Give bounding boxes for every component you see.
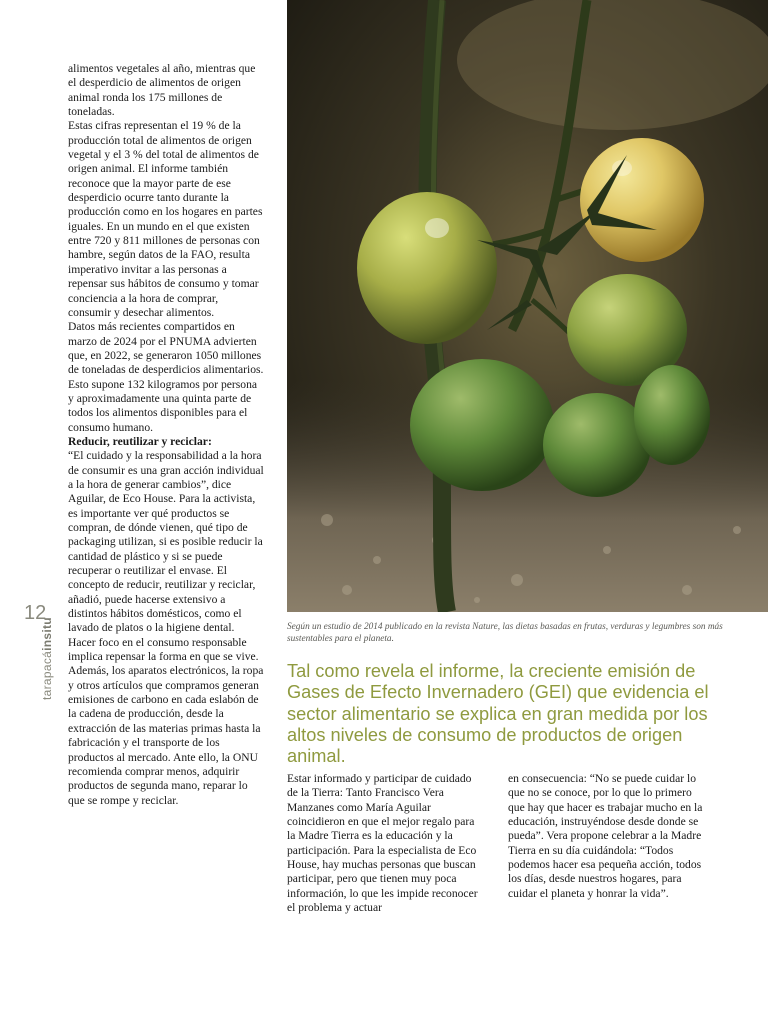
paragraph: “El cuidado y la responsabilidad a la hora de consumir es una gran acción individual a la hora de generar cambios”, dice Aguilar, de Eco House. Para la activista, es importante ver qué productos se compran, de dónde vienen, qué tipo de packaging utilizan, si es posible reducir la cantidad de plástico y si se puede recuperar o reutilizar el envase. El concepto de reducir, reutilizar y reciclar, añadió, puede hacerse extensivo a distintos hábitos domésticos, como el lavado de platos o la higiene dental. Hacer foco en el consumo responsable implica repensar la forma en que se vive.	[68, 449, 264, 664]
tomato-illustration	[287, 0, 768, 612]
text-column-b	[508, 772, 704, 901]
magazine-name-part-bold: insitu	[40, 617, 54, 651]
text-column-a	[287, 772, 483, 915]
page-number: 12	[24, 602, 47, 624]
paragraph: en consecuencia: “No se puede cuidar lo que no se conoce, por lo que lo primero que hay que hacer es trabajar mucho en la educación, instruyéndose desde donde se pueda”. Vera propone celebrar a la Madre Tierra en su día cuidándola: “Todos podemos hacer esa pequeña acción, todos los días, desde nuestros hogares, para cuidar el planeta y honrar la vida”.	[508, 772, 703, 900]
magazine-name-part: tarapacá	[40, 650, 54, 700]
magazine-name	[40, 617, 54, 700]
paragraph: Datos más recientes compartidos en marzo de 2024 por el PNUMA advierten que, en 2022, se generaron 1050 millones de toneladas de desperdicios alimentarios. Esto supone 132 kilogramos por persona y aproximadamente una quinta parte de todos los alimentos disponibles para el consumo humano.	[68, 320, 264, 434]
left-text-column	[68, 62, 264, 808]
paragraph: Además, los aparatos electrónicos, la ropa y otros artículos que compramos generan emisiones de carbono en cada eslabón de la cadena de producción, desde la extracción de las materias primas hasta la fabricación y el transporte de los productos al mercado. Ante ello, la ONU recomienda comprar menos, adquirir productos de segunda mano, reparar lo que se rompe y reciclar.	[68, 664, 264, 807]
paragraph: Estar informado y participar de cuidado de la Tierra: Tanto Francisco Vera Manzanes como María Aguilar coincidieron en que el mejor regalo para la Madre Tierra es la educación y la participación. Para la especialista de Eco House, hay muchas personas que buscan participar, pero que tienen muy poca información, lo que les impide reconocer el problema y actuar	[287, 772, 478, 915]
paragraph: alimentos vegetales al año, mientras que el desperdicio de alimentos de origen animal ronda los 175 millones de toneladas.	[68, 62, 256, 119]
paragraph: Estas cifras representan el 19 % de la producción total de alimentos de origen vegetal y el 3 % del total de alimentos de origen animal. El informe también reconoce que la mayor parte de ese desperdicio ocurre tanto durante la producción como en los hogares en partes iguales. En un mundo en el que existen entre 720 y 811 millones de personas con hambre, según datos de la FAO, resulta imperativo invitar a las personas a repensar sus hábitos de consumo y tomar conciencia a la hora de comprar, consumir y desechar alimentos.	[68, 119, 263, 319]
photo-caption: Según un estudio de 2014 publicado en la revista Nature, las dietas basadas en frutas, verduras y legumbres son más sustentables para el planeta.	[287, 622, 723, 644]
subheading: Reducir, reutilizar y reciclar:	[68, 434, 212, 448]
tomato-photo	[287, 0, 768, 612]
pull-quote: Tal como revela el informe, la creciente emisión de Gases de Efecto Invernadero (GEI) que evidencia el sector alimentario se explica en gran medida por los altos niveles de consumo de productos de origen animal.	[287, 661, 709, 767]
